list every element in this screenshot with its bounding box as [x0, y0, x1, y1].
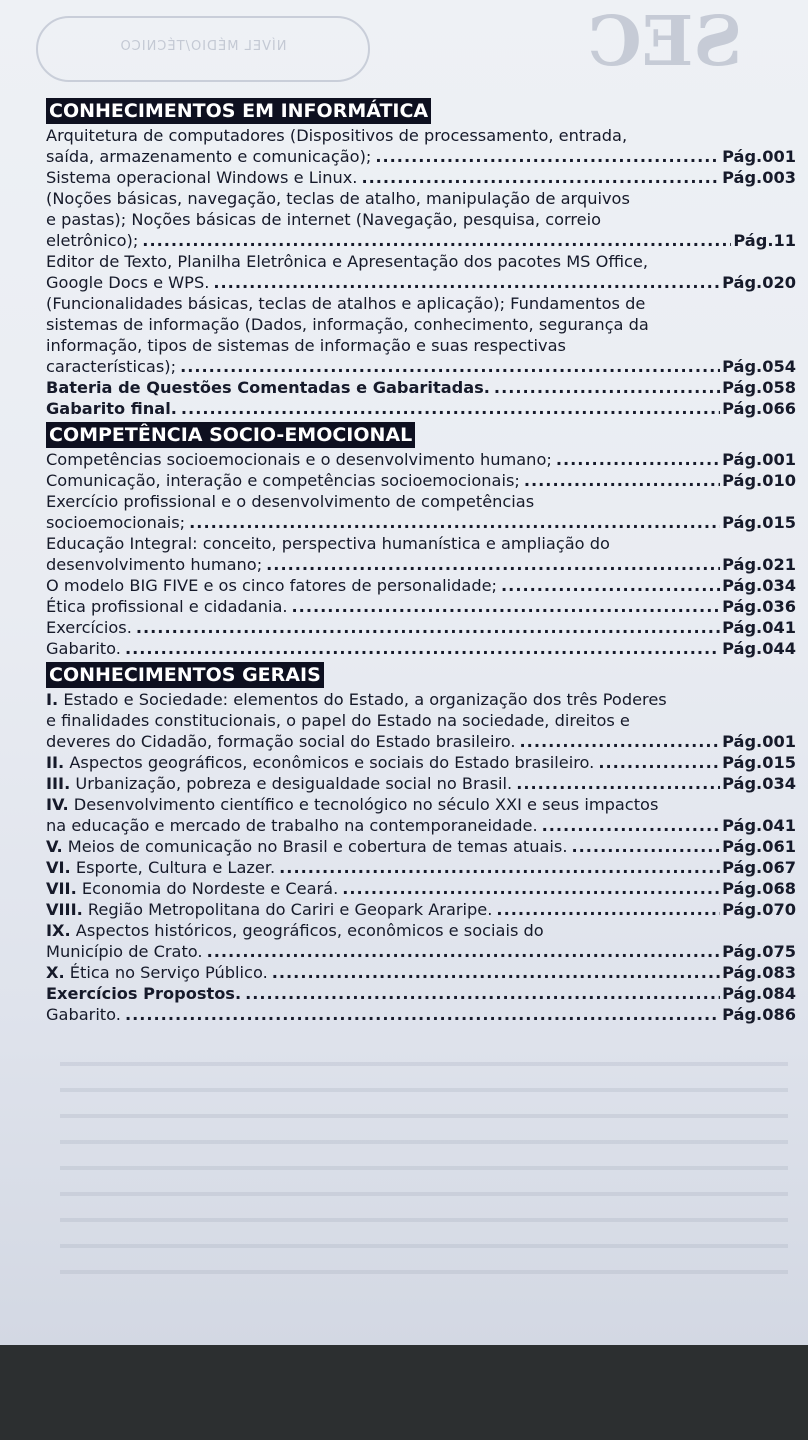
toc-entry-label: eletrônico);: [46, 231, 139, 250]
toc-entry-text: [46, 146, 371, 167]
dot-leader: [181, 398, 720, 419]
dot-leader: [207, 941, 721, 962]
toc-entry-last-line: [46, 773, 796, 794]
dot-leader: [245, 983, 720, 1004]
dot-leader: [136, 617, 720, 638]
bleed-through-text-lines: [60, 1040, 788, 1280]
dot-leader: [213, 272, 720, 293]
roman-numeral: I.: [46, 690, 59, 709]
dot-leader: [571, 836, 720, 857]
toc-entry-last-line: [46, 230, 796, 251]
toc-entry-last-line: [46, 356, 796, 377]
toc-entry-label: saída, armazenamento e comunicação);: [46, 147, 372, 166]
toc-entry-label: Aspectos geográficos, econômicos e sociais do Estado brasileiro.: [64, 753, 595, 772]
toc-entry: [46, 752, 796, 773]
toc-entry-label: Meios de comunicação no Brasil e cobertura de temas atuais.: [62, 837, 568, 856]
toc-entry-text: [46, 941, 203, 962]
toc-entry-label: Bateria de Questões Comentadas e Gabaritadas.: [46, 378, 490, 397]
toc-entry-label: Ética no Serviço Público.: [64, 963, 268, 982]
toc-entry-text: Aspectos históricos, geográficos, econômicos e sociais do: [70, 921, 544, 940]
toc-entry-last-line: [46, 857, 796, 878]
toc-entry: [46, 773, 796, 794]
page-number: Pág.041: [722, 618, 796, 637]
toc-entry-label: Economia do Nordeste e Ceará.: [76, 879, 339, 898]
page-number: Pág.010: [722, 471, 796, 490]
roman-numeral: III.: [46, 774, 71, 793]
toc-entry-text: Estado e Sociedade: elementos do Estado, a organização dos três Poderes: [58, 690, 667, 709]
toc-entry-line: [46, 491, 796, 512]
page-number: Pág.061: [722, 837, 796, 856]
toc-entry-text: [46, 1004, 121, 1025]
toc-entry-line: [46, 920, 796, 941]
toc-entry: [46, 920, 796, 962]
section-heading-text: CONHECIMENTOS GERAIS: [46, 662, 324, 688]
toc-entry: [46, 251, 796, 293]
page-number: Pág.070: [722, 900, 796, 919]
page-number: Pág.054: [722, 357, 796, 376]
toc-entry-label: Região Metropolitana do Cariri e Geopark Araripe.: [82, 900, 493, 919]
toc-entry: [46, 125, 796, 167]
toc-entry: [46, 878, 796, 899]
page-number: Pág.066: [722, 399, 796, 418]
section-heading: [46, 98, 796, 124]
toc-entry-last-line: [46, 941, 796, 962]
page-number: Pág.068: [722, 879, 796, 898]
toc-entry: [46, 377, 796, 398]
section-heading-text: COMPETÊNCIA SOCIO-EMOCIONAL: [46, 422, 415, 448]
toc-entry: [46, 983, 796, 1004]
roman-numeral: VII.: [46, 879, 77, 898]
toc-entry-label: O modelo BIG FIVE e os cinco fatores de personalidade;: [46, 576, 498, 595]
toc-entry-label: Exercícios.: [46, 618, 132, 637]
dot-leader: [342, 878, 720, 899]
toc-entry-text: [46, 836, 567, 857]
toc-entry-label: desenvolvimento humano;: [46, 555, 263, 574]
toc-entry-text: [46, 815, 538, 836]
dot-leader: [494, 377, 720, 398]
page-number: Pág.003: [722, 168, 796, 187]
toc-entry-text: [46, 575, 497, 596]
toc-entry-label: Esporte, Cultura e Lazer.: [70, 858, 276, 877]
toc-entry-text: [46, 752, 594, 773]
toc-entry-label: Google Docs e WPS.: [46, 273, 210, 292]
toc-entry-text: [46, 512, 185, 533]
toc-entry-last-line: [46, 146, 796, 167]
section-heading: [46, 662, 796, 688]
toc-entry: [46, 491, 796, 533]
toc-entry-text: Arquitetura de computadores (Dispositivos de processamento, entrada,: [46, 126, 628, 145]
toc-entry-last-line: [46, 752, 796, 773]
toc-entry-label: características);: [46, 357, 177, 376]
page-number: Pág.020: [722, 273, 796, 292]
page-number: Pág.083: [722, 963, 796, 982]
toc-entry-last-line: [46, 815, 796, 836]
toc-entry-line: [46, 314, 796, 335]
toc-entry-text: Exercício profissional e o desenvolvimento de competências: [46, 492, 535, 511]
dot-leader: [125, 638, 720, 659]
page-number: Pág.001: [722, 732, 796, 751]
page-number: Pág.001: [722, 450, 796, 469]
page-number: Pág.058: [722, 378, 796, 397]
roman-numeral: IX.: [46, 921, 71, 940]
toc-entry: [46, 470, 796, 491]
toc-entry-last-line: [46, 449, 796, 470]
roman-numeral: II.: [46, 753, 65, 772]
page-number: Pág.086: [722, 1005, 796, 1024]
toc-entry-text: [46, 167, 357, 188]
dot-leader: [180, 356, 720, 377]
toc-entry: [46, 293, 796, 377]
dot-leader: [361, 167, 720, 188]
dot-leader: [125, 1004, 720, 1025]
toc-entry: [46, 449, 796, 470]
dot-leader: [279, 857, 720, 878]
toc-entry-last-line: [46, 878, 796, 899]
section-heading-text: CONHECIMENTOS EM INFORMÁTICA: [46, 98, 431, 124]
toc-entry-text: [46, 272, 209, 293]
toc-entry-text: [46, 773, 512, 794]
toc-entry: [46, 836, 796, 857]
toc-section: [46, 662, 796, 1025]
toc-entry-label: Município de Crato.: [46, 942, 203, 961]
toc-entry-text: Desenvolvimento científico e tecnológico no século XXI e seus impactos: [68, 795, 659, 814]
toc-entry-text: [46, 638, 121, 659]
toc-entry: [46, 794, 796, 836]
dot-leader: [598, 752, 720, 773]
toc-entry-label: Gabarito.: [46, 1005, 121, 1024]
page-number: Pág.015: [722, 753, 796, 772]
toc-entry-line: [46, 533, 796, 554]
toc-entry: [46, 575, 796, 596]
toc-entry-label: Urbanização, pobreza e desigualdade social no Brasil.: [70, 774, 513, 793]
toc-entry-last-line: [46, 638, 796, 659]
toc-entry-last-line: [46, 512, 796, 533]
toc-entry-last-line: [46, 554, 796, 575]
toc-entry-last-line: [46, 1004, 796, 1025]
toc-entry-last-line: [46, 575, 796, 596]
toc-entry-label: deveres do Cidadão, formação social do Estado brasileiro.: [46, 732, 516, 751]
toc-entry: [46, 857, 796, 878]
toc-entry-last-line: [46, 596, 796, 617]
toc-entry-text: Educação Integral: conceito, perspectiva humanística e ampliação do: [46, 534, 610, 553]
toc-entry-last-line: [46, 983, 796, 1004]
toc-entry-line: [46, 188, 796, 209]
toc-entry: [46, 638, 796, 659]
toc-entry-text: [46, 398, 177, 419]
dot-leader: [272, 962, 720, 983]
page-number: Pág.067: [722, 858, 796, 877]
toc-entry-last-line: [46, 470, 796, 491]
toc-entry-label: na educação e mercado de trabalho na contemporaneidade.: [46, 816, 538, 835]
bleed-through-logo: SEC: [587, 2, 743, 82]
dot-leader: [542, 815, 721, 836]
toc-entry: [46, 962, 796, 983]
page-number: Pág.084: [722, 984, 796, 1003]
toc-entry-label: Comunicação, interação e competências socioemocionais;: [46, 471, 520, 490]
toc-entry-text: informação, tipos de sistemas de informação e suas respectivas: [46, 336, 566, 355]
toc-entry: [46, 167, 796, 188]
page-number: Pág.075: [722, 942, 796, 961]
toc-entry-text: [46, 962, 268, 983]
page-number: Pág.015: [722, 513, 796, 532]
toc-entry-text: [46, 470, 520, 491]
dot-leader: [516, 773, 720, 794]
toc-entry-last-line: [46, 167, 796, 188]
toc-entry-line: [46, 125, 796, 146]
toc-entry-label: Ética profissional e cidadania.: [46, 597, 288, 616]
dot-leader: [496, 899, 720, 920]
toc-entry: [46, 689, 796, 752]
roman-numeral: X.: [46, 963, 65, 982]
page-number: Pág.001: [722, 147, 796, 166]
page-number: Pág.041: [722, 816, 796, 835]
toc-entry-line: [46, 794, 796, 815]
toc-entry-text: [46, 377, 490, 398]
toc-entry: [46, 188, 796, 251]
toc-entry-last-line: [46, 398, 796, 419]
toc-entry-label: socioemocionais;: [46, 513, 186, 532]
dot-leader: [524, 470, 720, 491]
toc-entry-last-line: [46, 272, 796, 293]
section-heading: [46, 422, 796, 448]
page-number: Pág.034: [722, 576, 796, 595]
dot-leader: [501, 575, 720, 596]
toc-entry-line: [46, 209, 796, 230]
toc-entry-last-line: [46, 899, 796, 920]
toc-entry-last-line: [46, 836, 796, 857]
toc-section: [46, 422, 796, 659]
toc-entry-text: [46, 554, 262, 575]
bleed-through-oval-badge: NÍVEL MÉDIO/TÉCNICO: [36, 16, 370, 82]
toc-entry-text: [46, 983, 241, 1004]
table-of-contents: [46, 96, 796, 1028]
toc-entry: [46, 533, 796, 575]
toc-entry-text: e pastas); Noções básicas de internet (Navegação, pesquisa, correio: [46, 210, 602, 229]
toc-entry-text: [46, 857, 275, 878]
toc-entry: [46, 899, 796, 920]
roman-numeral: VI.: [46, 858, 71, 877]
toc-entry-text: Editor de Texto, Planilha Eletrônica e Apresentação dos pacotes MS Office,: [46, 252, 649, 271]
toc-entry-last-line: [46, 617, 796, 638]
toc-entry-line: [46, 335, 796, 356]
dot-leader: [520, 731, 721, 752]
toc-entry-line: [46, 293, 796, 314]
dot-leader: [375, 146, 720, 167]
roman-numeral: VIII.: [46, 900, 83, 919]
dot-leader: [142, 230, 731, 251]
dot-leader: [556, 449, 720, 470]
toc-entry-label: Gabarito final.: [46, 399, 177, 418]
page-number: Pág.034: [722, 774, 796, 793]
toc-entry-last-line: [46, 377, 796, 398]
toc-entry: [46, 596, 796, 617]
toc-entry-last-line: [46, 962, 796, 983]
toc-entry-text: [46, 617, 132, 638]
page-number: Pág.036: [722, 597, 796, 616]
page-number: Pág.11: [733, 231, 796, 250]
page-number: Pág.021: [722, 555, 796, 574]
toc-entry-text: sistemas de informação (Dados, informação, conhecimento, segurança da: [46, 315, 649, 334]
toc-entry-line: [46, 710, 796, 731]
toc-entry-last-line: [46, 731, 796, 752]
toc-entry-label: Sistema operacional Windows e Linux.: [46, 168, 358, 187]
toc-entry-line: [46, 689, 796, 710]
toc-entry-text: [46, 878, 338, 899]
toc-entry-text: (Noções básicas, navegação, teclas de atalho, manipulação de arquivos: [46, 189, 630, 208]
toc-entry-text: [46, 731, 516, 752]
toc-entry: [46, 617, 796, 638]
page-number: Pág.044: [722, 639, 796, 658]
toc-entry-label: Gabarito.: [46, 639, 121, 658]
toc-entry-label: Competências socioemocionais e o desenvolvimento humano;: [46, 450, 552, 469]
toc-entry-text: e finalidades constitucionais, o papel do Estado na sociedade, direitos e: [46, 711, 630, 730]
toc-entry-text: [46, 899, 492, 920]
toc-entry-text: [46, 230, 138, 251]
toc-section: [46, 98, 796, 419]
toc-entry: [46, 398, 796, 419]
toc-entry-text: [46, 449, 552, 470]
toc-entry-text: [46, 596, 288, 617]
roman-numeral: IV.: [46, 795, 69, 814]
dot-leader: [189, 512, 720, 533]
dot-leader: [266, 554, 720, 575]
toc-entry: [46, 1004, 796, 1025]
toc-entry-text: (Funcionalidades básicas, teclas de atalhos e aplicação); Fundamentos de: [46, 294, 646, 313]
roman-numeral: V.: [46, 837, 63, 856]
toc-entry-text: [46, 356, 176, 377]
toc-entry-line: [46, 251, 796, 272]
toc-entry-label: Exercícios Propostos.: [46, 984, 242, 1003]
dot-leader: [292, 596, 721, 617]
